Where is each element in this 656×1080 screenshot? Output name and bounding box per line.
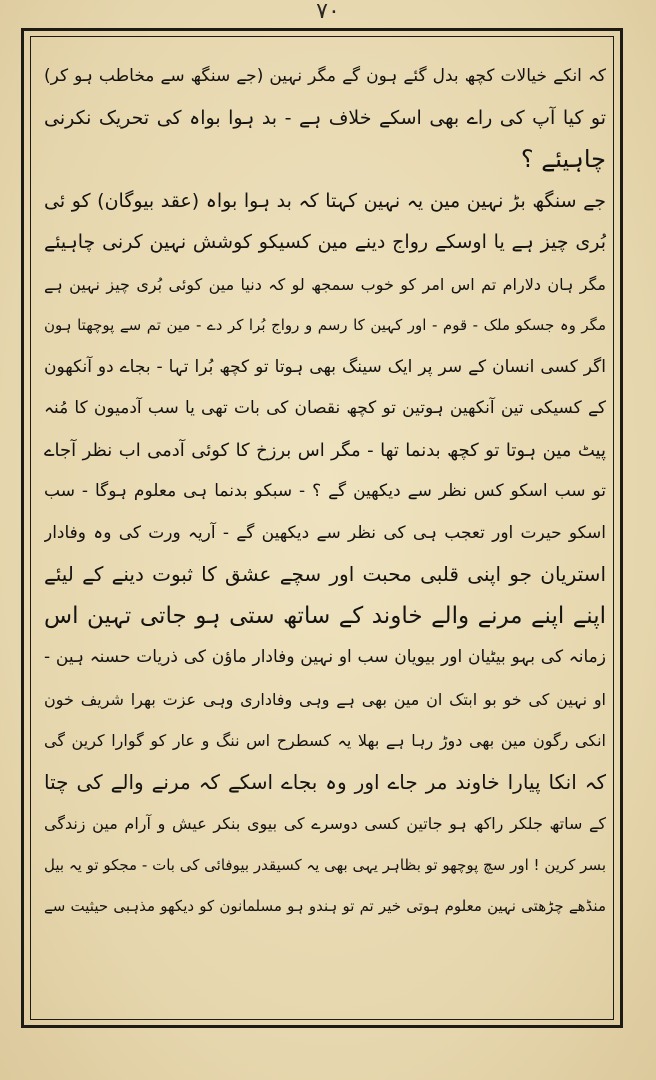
text-line: بسر کرین ! اور سچ پوچھو تو بظاہر یہی بھی یہ کسیقدر بیوفائی کی بات - مجکو تو یہ بیل xyxy=(44,855,606,874)
text-line: کے کسیکی تین آنکھین ہوتین تو کچھ نقصان کی بات تھی یا سب آدمیون کا مُنہ xyxy=(44,398,606,418)
text-line: مگر ہان دلارام تم اس امر کو خوب سمجھ لو کہ دنیا مین کوئی بُری چیز نہین ہے xyxy=(44,274,606,294)
text-line: کہ انکا پیارا خاوند مر جاے اور وہ بجاے اسکے کہ مرنے والے کی چتا xyxy=(44,769,606,794)
text-line: اگر کسی انسان کے سر پر ایک سینگ بھی ہوتا تو کچھ بُرا تہا - بجاے دو آنکھون xyxy=(44,356,606,377)
text-line: اپنے اپنے مرنے والے خاوند کے ساتھ ستی ہو جاتی تہین اس xyxy=(44,602,606,629)
text-line: کے ساتھ جلکر راکھ ہو جاتین کسی دوسرے کی بیوی بنکر عیش و آرام مین زندگی xyxy=(44,814,606,833)
text-line: چاہیئے ؟ xyxy=(520,145,606,173)
text-line: پیٹ مین ہوتا تو کچھ بدنما تھا - مگر اس برزخ کا کوئی آدمی اب نظر آجاے xyxy=(44,439,606,461)
text-line: بُری چیز ہے یا اوسکے رواج دینے مین کسیکو کوشش نہین کرنی چاہیئے xyxy=(44,231,606,253)
text-line: زمانہ کی بہو بیٹیان اور بیویان سب او نہین وفادار ماؤن کی ذریات حسنہ ہین - xyxy=(44,647,606,667)
text-line: مگر وہ جسکو ملک - قوم - اور کہین کا رسم و رواج بُرا کر دے - مین تم سے پوچھتا ہون xyxy=(44,316,606,334)
body-text xyxy=(44,56,606,996)
text-line: تو سب اسکو کس نظر سے دیکھین گے ؟ - سبکو بدنما ہی معلوم ہوگا - سب xyxy=(44,481,606,501)
text-line: کہ انکے خیالات کچھ بدل گئے ہون گے مگر نہین (جے سنگھ سے مخاطب ہو کر) xyxy=(44,66,606,86)
text-line: تو کیا آپ کی راے بھی اسکے خلاف ہے - بد ہوا بواہ کی تحریک نکرنی xyxy=(44,106,606,129)
text-line: انکی رگون مین بھی دوڑ رہا ہے بھلا یہ کسطرح اس ننگ و عار کو گوارا کرین گی xyxy=(44,731,606,750)
page-number: ۷۰ xyxy=(316,0,340,24)
text-line: او نہین کی خو بو ابتک ان مین بھی ہے وہی وفاداری وہی عزت بھرا شریف خون xyxy=(44,689,606,709)
text-line: استریان جو اپنی قلبی محبت اور سچے عشق کا ثبوت دینے کے لیئے xyxy=(44,562,606,586)
speaker-line: جے سنگھ بڑ نہین مین یہ نہین کہتا کہ بد ہوا بواہ (عقد بیوگان) کو ئی xyxy=(44,189,606,212)
text-line: منڈھے چڑھتی نہین معلوم ہوتی خیر تم تو ہندو ہو مسلمانون کو دیکھو مذہبی حیثیت سے xyxy=(44,897,606,915)
text-line: اسکو حیرت اور تعجب ہی کی نظر سے دیکھین گے - آریہ ورت کی وہ وفادار xyxy=(44,522,606,543)
